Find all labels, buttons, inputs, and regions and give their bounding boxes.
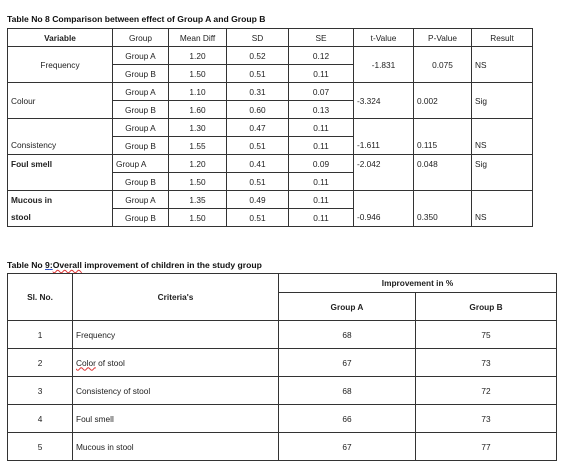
col-header-group: Group [113,29,169,47]
sd-cell: 0.51 [227,65,289,83]
result-cell: NS [472,47,533,83]
table-row [8,377,557,405]
criteria-cell: Frequency [73,321,279,349]
sd-cell: 0.49 [227,191,289,209]
se-cell: 0.11 [289,209,354,227]
sd-cell: 0.31 [227,83,289,101]
sd-cell: 0.47 [227,119,289,137]
variable-cell [8,119,113,137]
p-value-cell: 0.048 [414,155,472,173]
variable-cell: Frequency [8,47,113,83]
col-header-variable: Variable [8,29,113,47]
table-row [8,405,557,433]
table9-title [7,260,262,270]
mean-diff-cell: 1.50 [169,173,227,191]
group-cell: Group A [113,119,169,137]
t-value-cell: -1.611 [354,137,414,155]
group-cell: Group B [113,101,169,119]
mean-diff-cell: 1.60 [169,101,227,119]
p-value-cell: 0.002 [414,83,472,119]
group-b-cell: 73 [416,349,557,377]
result-cell [472,191,533,209]
sl-no-cell: 2 [8,349,73,377]
se-cell: 0.11 [289,119,354,137]
col-header-p-value: P-Value [414,29,472,47]
criteria-cell: Foul smell [73,405,279,433]
se-cell: 0.07 [289,83,354,101]
mean-diff-cell: 1.20 [169,47,227,65]
mean-diff-cell: 1.35 [169,191,227,209]
table-row [8,83,533,101]
table-row [8,433,557,461]
sd-cell: 0.51 [227,137,289,155]
col-header-se: SE [289,29,354,47]
sd-cell: 0.41 [227,155,289,173]
p-value-cell [414,191,472,209]
table-row [8,349,557,377]
sl-no-cell: 4 [8,405,73,433]
group-a-cell: 66 [279,405,416,433]
group-b-cell: 77 [416,433,557,461]
t-value-cell [354,119,414,137]
p-value-cell: 0.075 [414,47,472,83]
result-cell [472,173,533,191]
criteria-rest: of stool [95,357,125,368]
t-value-cell: -3.324 [354,83,414,119]
se-cell: 0.11 [289,65,354,83]
t-value-cell [354,191,414,209]
group-cell: Group A [113,47,169,65]
result-cell: NS [472,209,533,227]
criteria-cell: Mucous in stool [73,433,279,461]
col-header-mean-diff: Mean Diff [169,29,227,47]
result-cell: NS [472,137,533,155]
group-cell: Group B [113,137,169,155]
variable-cell: Mucous in [8,191,113,209]
criteria-color-word: Color [76,357,96,368]
group-b-cell: 75 [416,321,557,349]
col-header-criteria: Criteria's [73,274,279,321]
se-cell: 0.13 [289,101,354,119]
mean-diff-cell: 1.55 [169,137,227,155]
mean-diff-cell: 1.20 [169,155,227,173]
mean-diff-cell: 1.50 [169,65,227,83]
table-row [8,173,533,191]
result-cell [472,119,533,137]
group-cell: Group B [113,173,169,191]
p-value-cell [414,173,472,191]
col-header-improvement: Improvement in % [279,274,557,293]
col-header-group-a: Group A [279,293,416,321]
sd-cell: 0.51 [227,173,289,191]
col-header-result: Result [472,29,533,47]
variable-cell: Colour [8,83,113,119]
group-cell: Group B [113,209,169,227]
se-cell: 0.11 [289,137,354,155]
table-row [8,209,533,227]
col-header-group-b: Group B [416,293,557,321]
table9-title-colon: : [49,260,53,270]
se-cell: 0.12 [289,47,354,65]
result-cell: Sig [472,155,533,173]
col-header-t-value: t-Value [354,29,414,47]
se-cell: 0.09 [289,155,354,173]
criteria-cell [73,349,279,377]
variable-cell [8,173,113,191]
table-row [8,155,533,173]
col-header-sd: SD [227,29,289,47]
group-b-cell: 73 [416,405,557,433]
se-cell: 0.11 [289,191,354,209]
table-row [8,137,533,155]
p-value-cell: 0.115 [414,137,472,155]
table9-title-rest: improvement of children in the study group [81,260,262,270]
mean-diff-cell: 1.30 [169,119,227,137]
mean-diff-cell: 1.50 [169,209,227,227]
group-cell: Group B [113,65,169,83]
mean-diff-cell: 1.10 [169,83,227,101]
t-value-cell: -1.831 [354,47,414,83]
t-value-cell: -2.042 [354,155,414,173]
group-a-cell: 67 [279,433,416,461]
table9-header-row [8,274,557,293]
result-cell: Sig [472,83,533,119]
sl-no-cell: 3 [8,377,73,405]
sl-no-cell: 1 [8,321,73,349]
sd-cell: 0.52 [227,47,289,65]
table9-title-number: 9 [45,260,50,270]
col-header-sl-no: Sl. No. [8,274,73,321]
group-a-cell: 68 [279,321,416,349]
table9-title-overall: Overall [52,260,82,270]
sl-no-cell: 5 [8,433,73,461]
sd-cell: 0.60 [227,101,289,119]
table-row [8,321,557,349]
group-a-cell: 68 [279,377,416,405]
table8-header-row [8,29,533,47]
sd-cell: 0.51 [227,209,289,227]
table-row [8,191,533,209]
group-cell: Group A [113,155,169,173]
variable-cell: Consistency [8,137,113,155]
p-value-cell [414,119,472,137]
table-row [8,47,533,65]
variable-cell: Foul smell [8,155,113,173]
group-a-cell: 67 [279,349,416,377]
table9-title-prefix: Table No [7,260,46,270]
group-b-cell: 72 [416,377,557,405]
p-value-cell: 0.350 [414,209,472,227]
table8 [7,28,533,227]
group-cell: Group A [113,83,169,101]
table9 [7,273,557,461]
t-value-cell: -0.946 [354,209,414,227]
table8-title: Table No 8 Comparison between effect of Group A and Group B [7,14,266,24]
variable-cell: stool [8,209,113,227]
table-row [8,119,533,137]
criteria-cell: Consistency of stool [73,377,279,405]
se-cell: 0.11 [289,173,354,191]
t-value-cell [354,173,414,191]
group-cell: Group A [113,191,169,209]
